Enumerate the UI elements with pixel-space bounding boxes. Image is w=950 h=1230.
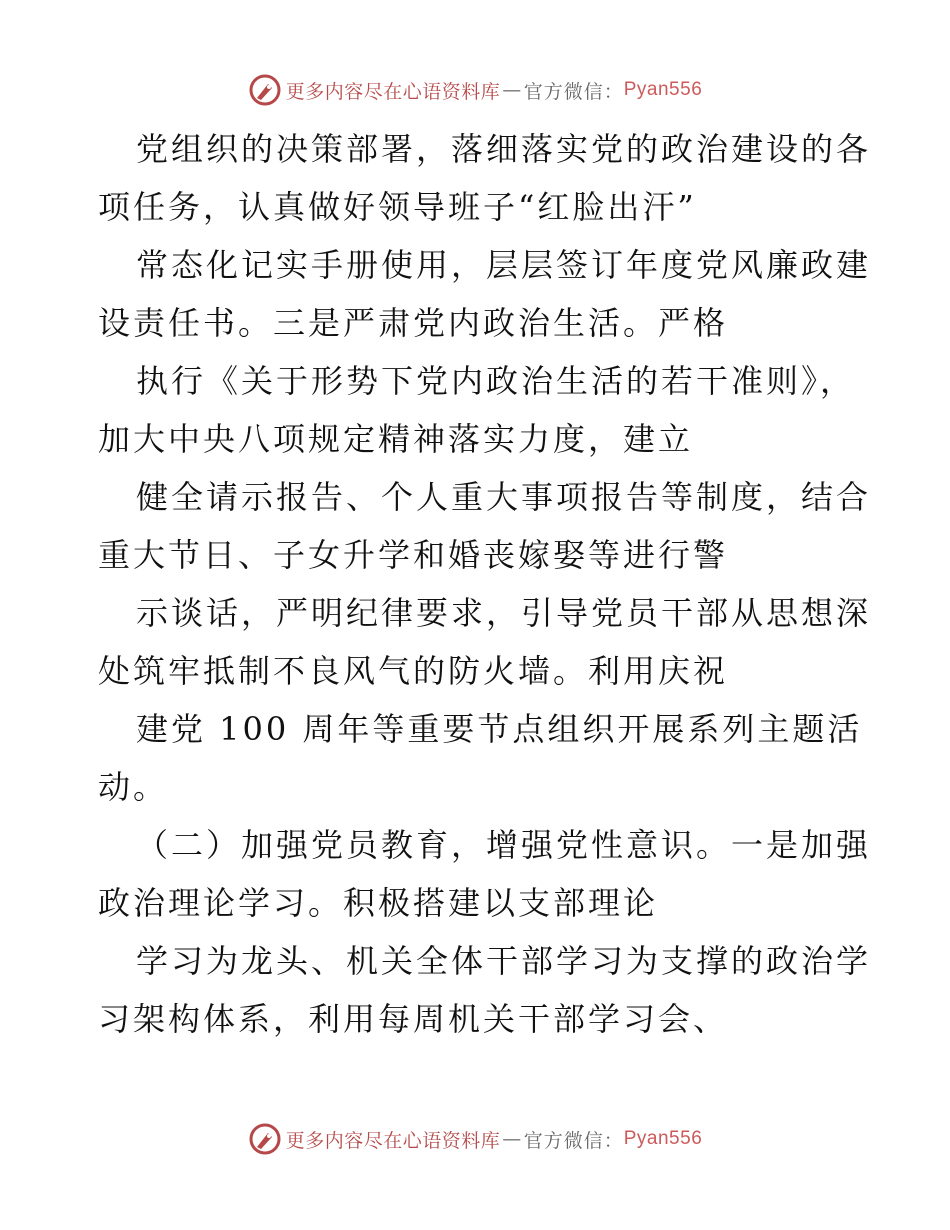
text-line: 学习为龙头、机关全体干部学习为支撑的政治学 xyxy=(136,942,872,980)
text-line: 健全请示报告、个人重大事项报告等制度，结合 xyxy=(136,478,872,516)
paragraph xyxy=(98,816,872,932)
watermark-brand: 更多内容尽在心语资料库 xyxy=(285,1129,501,1152)
paragraph xyxy=(98,584,872,700)
paragraph xyxy=(98,236,872,352)
pen-nib-icon xyxy=(248,73,282,107)
text-line: 重大节日、子女升学和婚丧嫁娶等进行警 xyxy=(98,536,729,574)
text-line: 常态化记实手册使用，层层签订年度党风廉政建 xyxy=(136,246,872,284)
text-line: 加大中央八项规定精神落实力度，建立 xyxy=(98,420,694,458)
paragraph xyxy=(98,468,872,584)
document-body xyxy=(98,120,872,1048)
text-line: 建党 100 周年等重要节点组织开展系列主题活 xyxy=(136,710,863,748)
watermark-wechat-id: Pyan556 xyxy=(623,1128,703,1149)
text-line: 政治理论学习。积极搭建以支部理论 xyxy=(98,884,659,922)
watermark-brand: 更多内容尽在心语资料库 xyxy=(285,80,501,103)
pen-nib-icon xyxy=(248,1122,282,1156)
text-line: 执行《关于形势下党内政治生活的若干准则》， xyxy=(136,362,856,400)
paragraph xyxy=(98,700,863,816)
text-line: 处筑牢抵制不良风气的防火墙。利用庆祝 xyxy=(98,652,729,690)
footer-watermark xyxy=(0,1119,950,1159)
text-line: 示谈话，严明纪律要求，引导党员干部从思想深 xyxy=(136,594,872,632)
text-line: 党组织的决策部署，落细落实党的政治建设的各 xyxy=(136,130,872,168)
watermark-wechat-id: Pyan556 xyxy=(623,79,703,100)
watermark-separator: — xyxy=(502,1128,522,1150)
text-line: 设责任书。三是严肃党内政治生活。严格 xyxy=(98,304,729,342)
text-line: 习架构体系，利用每周机关干部学习会、 xyxy=(98,1000,729,1038)
text-line: 动。 xyxy=(98,768,169,806)
text-line: （二）加强党员教育，增强党性意识。一是加强 xyxy=(136,826,872,864)
paragraph xyxy=(98,120,872,236)
watermark-separator: — xyxy=(502,79,522,101)
text-line: 项任务，认真做好领导班子“红脸出汗” xyxy=(98,188,697,226)
paragraph xyxy=(98,932,872,1048)
watermark-label: 官方微信： xyxy=(523,1129,624,1152)
paragraph xyxy=(98,352,858,468)
watermark-label: 官方微信： xyxy=(523,80,624,103)
header-watermark xyxy=(0,70,950,110)
